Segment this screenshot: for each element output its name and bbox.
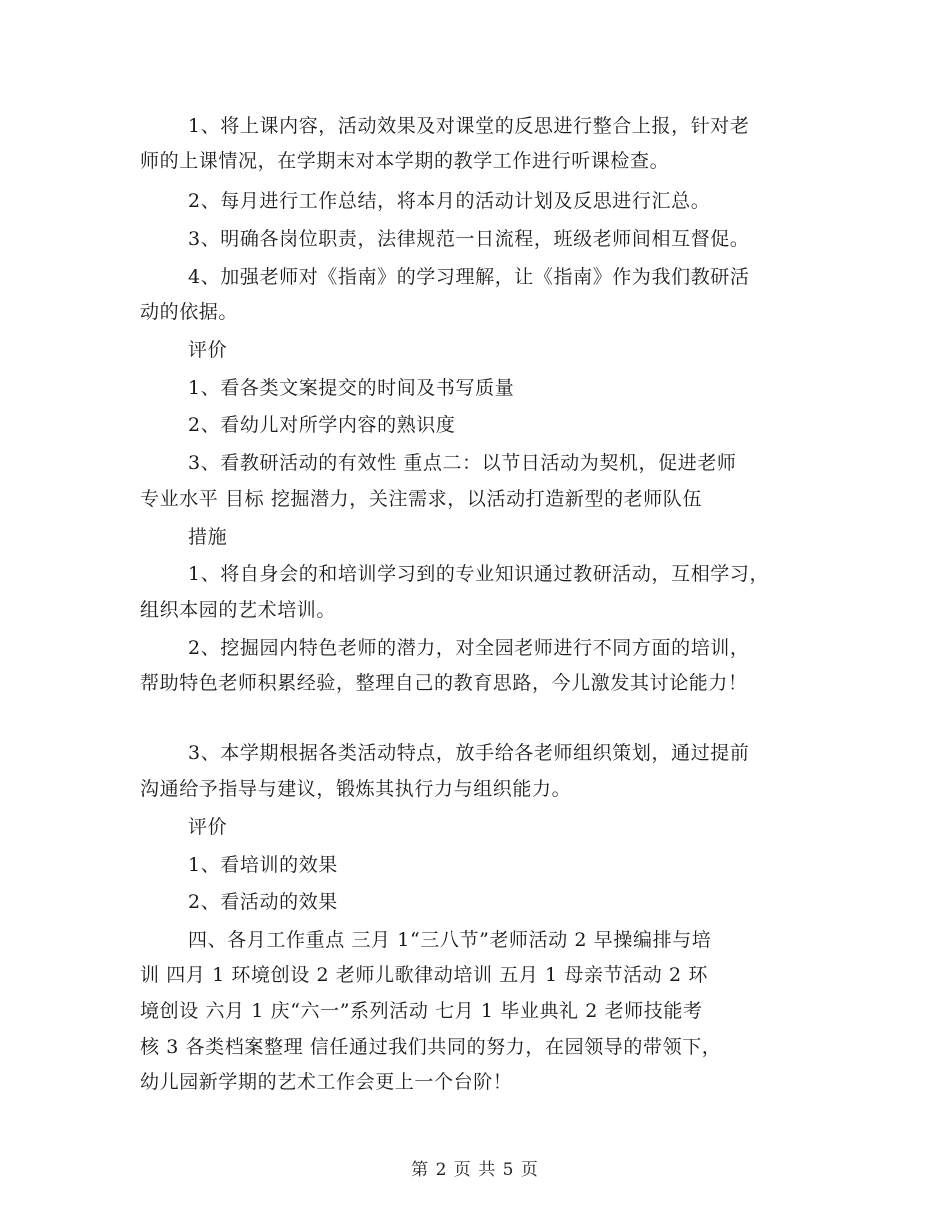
section-heading: 措施	[188, 526, 228, 548]
paragraph-line: 境创设 六月 1 庆“六一”系列活动 七月 1 毕业典礼 2 老师技能考	[140, 1000, 703, 1022]
paragraph-line: 3、明确各岗位职责，法律规范一日流程，班级老师间相互督促。	[188, 228, 750, 250]
paragraph-line: 2、挖掘园内特色老师的潜力，对全园老师进行不同方面的培训，	[188, 637, 750, 659]
paragraph-line: 3、看教研活动的有效性 重点二：以节日活动为契机，促进老师	[188, 452, 737, 474]
paragraph-line: 4、加强老师对《指南》的学习理解，让《指南》作为我们教研活	[188, 266, 750, 288]
paragraph-line: 幼儿园新学期的艺术工作会更上一个台阶！	[140, 1071, 513, 1093]
paragraph-line: 2、看幼儿对所学内容的熟识度	[188, 414, 456, 436]
paragraph-line: 师的上课情况，在学期末对本学期的教学工作进行听课检查。	[140, 150, 670, 172]
paragraph-line: 核 3 各类档案整理 信任通过我们共同的努力，在园领导的带领下，	[140, 1036, 722, 1058]
section-heading: 评价	[188, 339, 228, 361]
paragraph-line: 1、看培训的效果	[188, 854, 338, 876]
paragraph-line: 2、看活动的效果	[188, 891, 338, 913]
paragraph-line: 沟通给予指导与建议，锻炼其执行力与组织能力。	[140, 778, 572, 800]
paragraph-line: 帮助特色老师积累经验，整理自己的教育思路，今儿激发其讨论能力！	[140, 672, 748, 694]
paragraph-line: 1、看各类文案提交的时间及书写质量	[188, 377, 515, 399]
paragraph-line: 1、将自身会的和培训学习到的专业知识通过教研活动，互相学习，	[188, 563, 770, 585]
paragraph-line: 专业水平 目标 挖掘潜力，关注需求，以活动打造新型的老师队伍	[140, 488, 703, 510]
paragraph-line: 四、各月工作重点 三月 1“三八节”老师活动 2 早操编排与培	[188, 929, 712, 951]
paragraph-line: 动的依据。	[140, 301, 239, 323]
paragraph-line: 训 四月 1 环境创设 2 老师儿歌律动培训 五月 1 母亲节活动 2 环	[140, 964, 708, 986]
paragraph-line: 1、将上课内容，活动效果及对课堂的反思进行整合上报，针对老	[188, 115, 750, 137]
paragraph-line: 2、每月进行工作总结，将本月的活动计划及反思进行汇总。	[188, 190, 711, 212]
page-number-footer: 第 2 页 共 5 页	[411, 1160, 539, 1180]
section-heading: 评价	[188, 816, 228, 838]
paragraph-line: 3、本学期根据各类活动特点，放手给各老师组织策划，通过提前	[188, 742, 750, 764]
paragraph-line: 组织本园的艺术培训。	[140, 599, 337, 621]
